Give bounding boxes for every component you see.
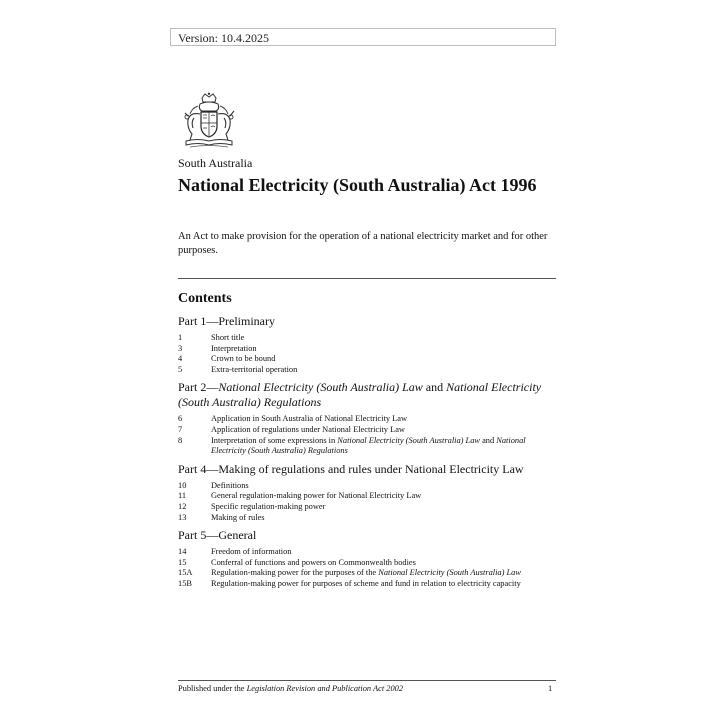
toc-part-5-sections [178,547,558,589]
toc-part-1-sections [178,333,558,375]
section-title [211,436,558,457]
section-title-italic: National Electricity (South Australia) Regulations [211,435,526,456]
toc-part-4-sections [178,481,558,523]
toc-part-2-heading[interactable] [178,380,558,410]
section-number: 15 [178,557,187,567]
section-number: 5 [178,364,183,374]
section-number: 12 [178,501,187,511]
toc-section-3[interactable] [178,344,558,355]
divider-rule [178,278,556,279]
section-number: 14 [178,547,187,557]
section-title: Application of regulations under National Electricity Law [211,424,405,434]
section-number: 10 [178,480,187,490]
coat-of-arms-icon [178,92,240,150]
section-title-text: Regulation-making power for the purposes of the [211,568,379,578]
section-number: 1 [178,333,183,342]
section-title: Conferral of functions and powers on Commonwealth bodies [211,557,416,567]
section-title: Crown to be bound [211,354,276,364]
act-title: National Electricity (South Australia) Act 1996 [178,175,537,195]
section-number: 15B [178,578,192,588]
section-number: 13 [178,512,187,522]
section-number: 6 [178,414,183,424]
section-number: 4 [178,354,183,364]
section-title: Definitions [211,480,249,490]
part-2-prefix: Part 2— [178,380,219,395]
part-2-law-name: National Electricity (South Australia) Law [218,380,423,395]
toc-section-8[interactable] [178,436,558,457]
section-number: 15A [178,568,193,578]
toc-section-12[interactable] [178,502,558,513]
part-2-joiner: and [422,380,447,395]
section-title: Freedom of information [211,547,292,557]
toc-section-15[interactable] [178,558,558,569]
section-title [211,568,558,579]
section-title: Regulation-making power for purposes of scheme and fund in relation to electricity capacity [211,578,521,588]
toc-section-13[interactable] [178,513,558,524]
section-title: Making of rules [211,512,265,522]
section-title-text: Interpretation of some expressions in [211,435,338,445]
footer-text-prefix: Published under the [178,684,247,693]
toc-section-5[interactable] [178,365,558,376]
toc-section-10[interactable] [178,481,558,492]
toc-part-4-heading[interactable]: Part 4—Making of regulations and rules under National Electricity Law [178,461,524,476]
section-title-italic: National Electricity (South Australia) Law [378,568,521,578]
toc-section-1[interactable] [178,333,558,344]
section-number: 11 [178,491,187,501]
toc-section-14[interactable] [178,547,558,558]
section-number: 8 [178,435,183,445]
contents-heading: Contents [178,291,232,306]
section-title: Application in South Australia of National Electricity Law [211,414,408,424]
toc-part-5-heading[interactable]: Part 5—General [178,528,257,543]
toc-part-2-sections [178,414,558,456]
part-2-regulations-name: National Electricity (South Australia) Regulations [178,380,542,410]
toc-section-15b[interactable] [178,579,558,590]
section-title: Short title [211,333,245,342]
section-number: 3 [178,343,183,353]
table-of-contents [178,291,558,595]
toc-section-11[interactable] [178,491,558,502]
section-title-italic: National Electricity (South Australia) Law [337,435,480,445]
toc-part-1-heading[interactable]: Part 1—Preliminary [178,314,275,328]
footer-act-name: Legislation Revision and Publication Act 2002 [246,684,404,693]
footer-publication-note [178,684,403,693]
section-title-joiner: and [479,435,497,445]
toc-section-15a[interactable] [178,568,558,579]
section-title: Specific regulation-making power [211,501,326,511]
section-number: 7 [178,424,183,434]
footer-divider [178,680,556,681]
toc-section-4[interactable] [178,354,558,365]
long-title: An Act to make provision for the operation of a national electricity market and for other purposes. [178,231,548,256]
toc-section-6[interactable] [178,414,558,425]
toc-section-7[interactable] [178,425,558,436]
section-title: Extra-territorial operation [211,364,298,374]
section-title: Interpretation [211,343,257,353]
jurisdiction-label: South Australia [178,156,253,170]
section-title: General regulation-making power for National Electricity Law [211,491,422,501]
version-label: Version: 10.4.2025 [170,28,556,46]
page-number: 1 [548,684,553,693]
